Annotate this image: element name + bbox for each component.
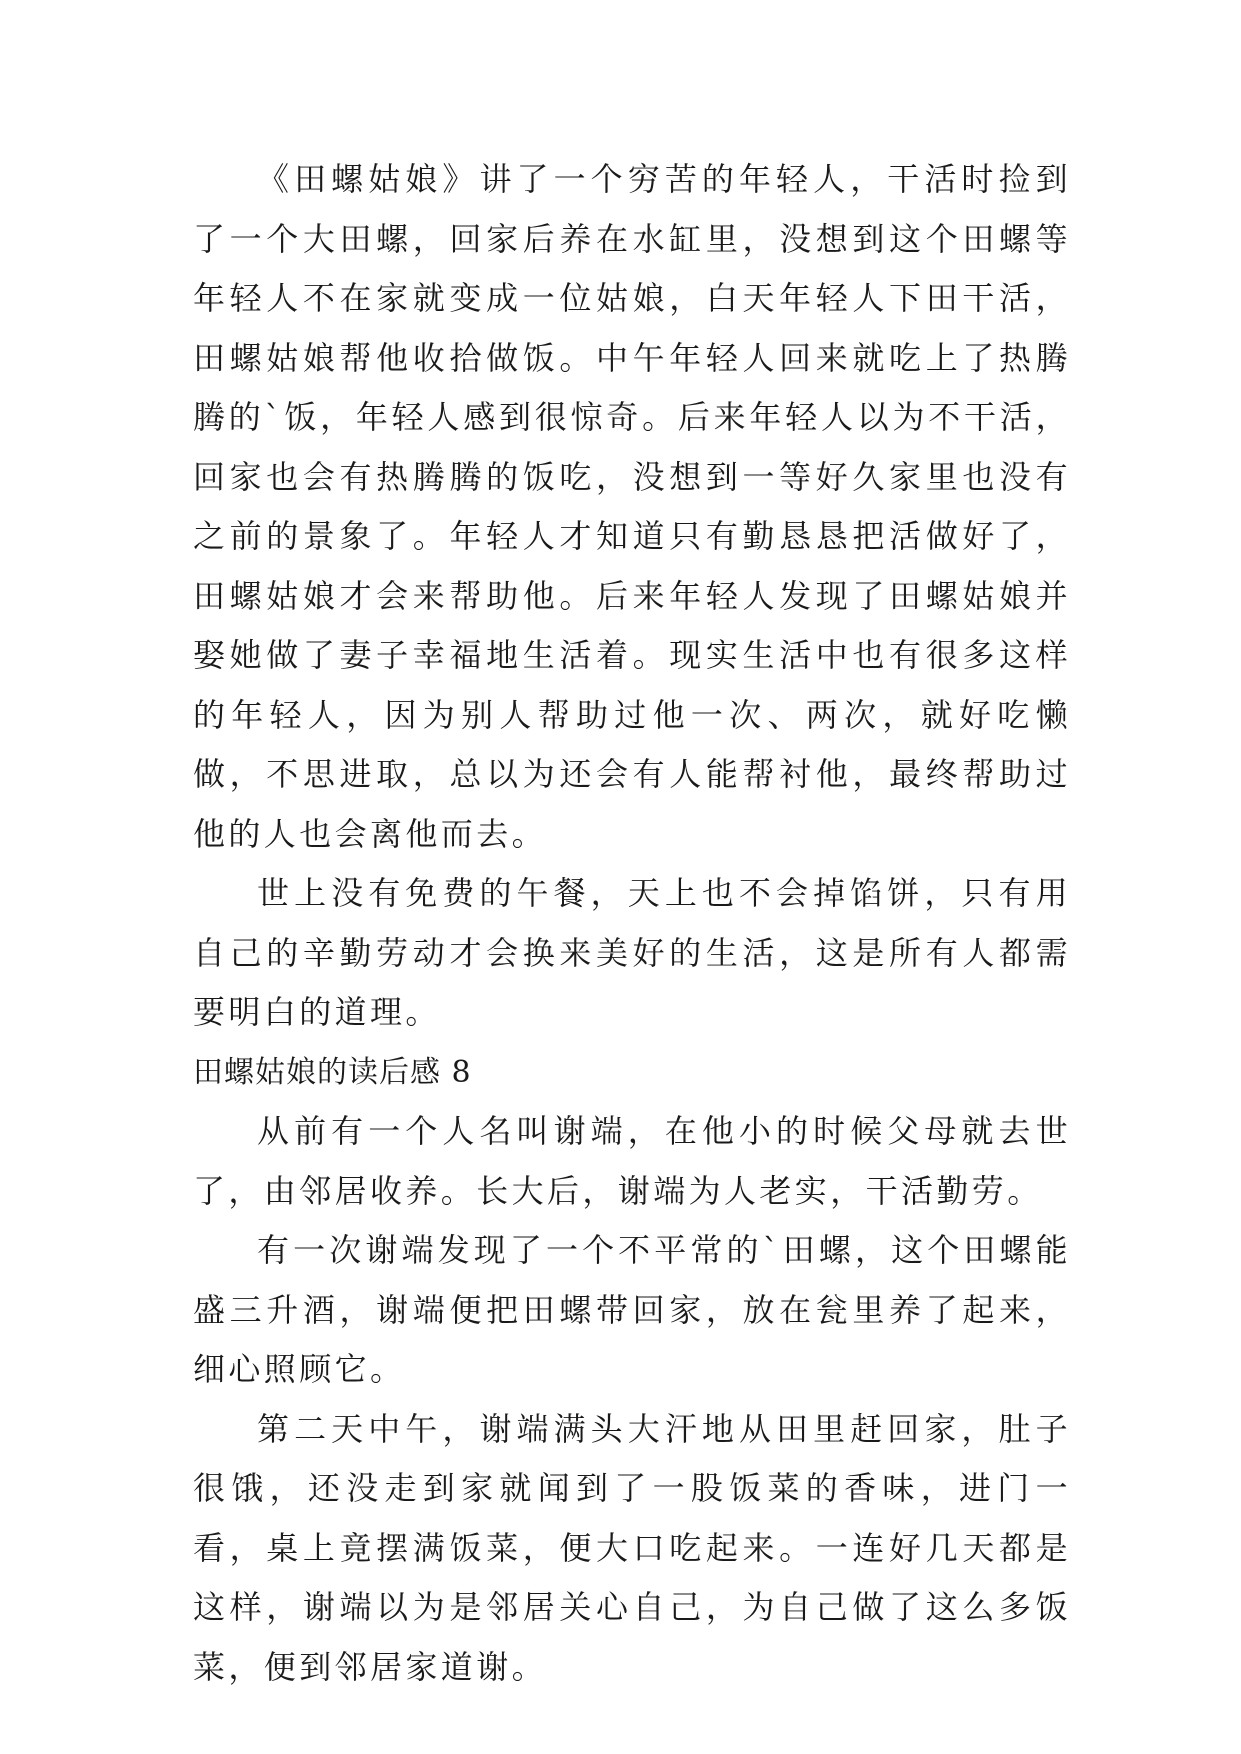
- paragraph: 有一次谢端发现了一个不平常的`田螺，这个田螺能盛三升酒，谢端便把田螺带回家，放在瓮里养了起来，细心照顾它。: [193, 1231, 1071, 1388]
- document-body: [193, 150, 1071, 1697]
- paragraph: 从前有一个人名叫谢端，在他小的时候父母就去世了，由邻居收养。长大后，谢端为人老实，干活勤劳。: [193, 1112, 1071, 1210]
- paragraph: 世上没有免费的午餐，天上也不会掉馅饼，只有用自己的辛勤劳动才会换来美好的生活，这是所有人都需要明白的道理。: [193, 874, 1071, 1031]
- paragraph: 《田螺姑娘》讲了一个穷苦的年轻人，干活时捡到了一个大田螺，回家后养在水缸里，没想到这个田螺等年轻人不在家就变成一位姑娘，白天年轻人下田干活，田螺姑娘帮他收拾做饭。中午年轻人回来就吃上了热腾腾的`饭，年轻人感到很惊奇。后来年轻人以为不干活，回家也会有热腾腾的饭吃，没想到一等好久家里也没有之前的景象了。年轻人才知道只有勤恳恳把活做好了，田螺姑娘才会来帮助他。后来年轻人发现了田螺姑娘并娶她做了妻子幸福地生活着。现实生活中也有很多这样的年轻人，因为别人帮助过他一次、两次，就好吃懒做，不思进取，总以为还会有人能帮衬他，最终帮助过他的人也会离他而去。: [193, 160, 1071, 853]
- section-title: 田螺姑娘的读后感 8: [193, 1054, 472, 1090]
- paragraph: 第二天中午，谢端满头大汗地从田里赶回家，肚子很饿，还没走到家就闻到了一股饭菜的香味，进门一看，桌上竟摆满饭菜，便大口吃起来。一连好几天都是这样，谢端以为是邻居关心自己，为自己做了这么多饭菜，便到邻居家道谢。: [193, 1409, 1071, 1686]
